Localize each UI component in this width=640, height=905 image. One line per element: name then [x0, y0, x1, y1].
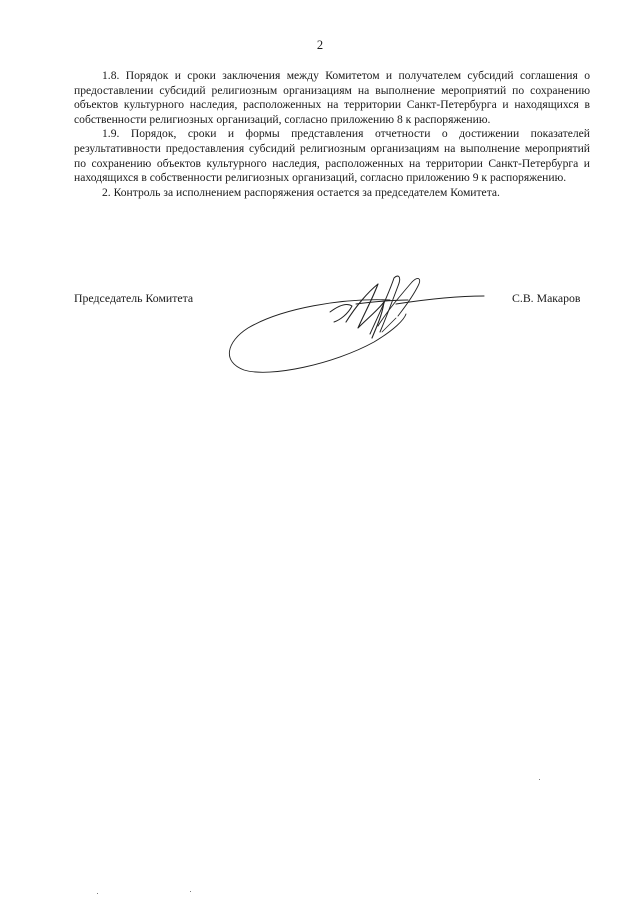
signatory-position: Председатель Комитета — [74, 291, 194, 305]
scan-speck — [539, 779, 540, 780]
document-body — [74, 69, 590, 200]
paragraph-1-9: 1.9. Порядок, сроки и формы представления отчетности о достижении показателей результативности предоставления субсидий религиозным организациям на выполнение мероприятий по сохранению объектов культурного наследия, расположенных на территории Санкт-Петербурга и находящихся в собственности религиозных организаций, согласно приложению 9 к распоряжению. — [74, 127, 590, 185]
page-number: 2 — [316, 38, 324, 52]
signatory-name: С.В. Макаров — [512, 291, 581, 305]
paragraph-2: 2. Контроль за исполнением распоряжения остается за председателем Комитета. — [102, 185, 500, 199]
paragraph-1-8: 1.8. Порядок и сроки заключения между Комитетом и получателем субсидий соглашения о предоставлении субсидий религиозным организациям на выполнение мероприятий по сохранению объектов культурного наследия, расположенных на территории Санкт-Петербурга и находящихся в собственности религиозных организаций, согласно приложению 8 к распоряжению. — [74, 69, 590, 126]
scan-speck — [97, 893, 98, 894]
scan-speck — [190, 891, 191, 892]
handwritten-signature — [222, 262, 492, 380]
